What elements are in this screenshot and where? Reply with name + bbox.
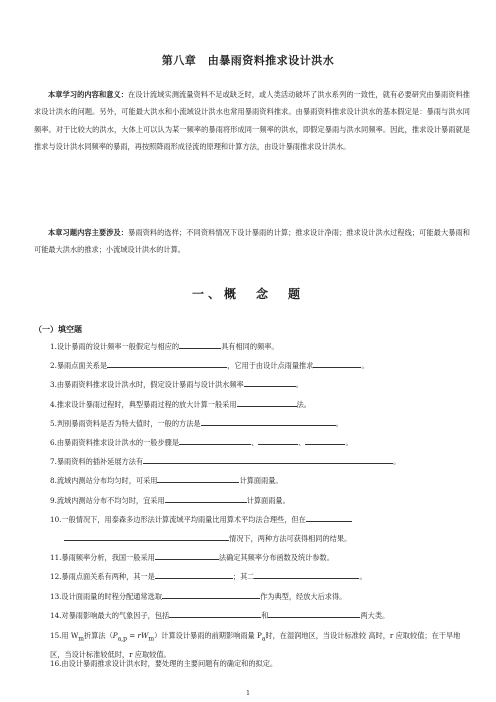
question-5: 5.判别暴雨资料是否为特大值时，一般的方法是 。	[50, 418, 343, 428]
answer-blank[interactable]	[254, 570, 359, 579]
answer-blank[interactable]	[162, 590, 260, 599]
question-2: 2.暴雨点面关系是 ，它用于由设计点雨量推求 。	[50, 361, 369, 371]
question-15: 15.用 $W_m$折算法$(P_{a,p} = rW_m)$计算设计暴雨的前期影响雨量 $P_a$时，在湿润地区，当设计标准较 高时，r 应取较值；在干旱地区，当设计标准较低时，r 应取较值。	[50, 631, 461, 660]
question-13: 13.设计面雨量的时程分配通常选取 作为典型，经放大后求得。	[50, 591, 347, 601]
answer-blank[interactable]	[155, 570, 233, 579]
page-number: 1	[246, 690, 250, 697]
knowledge-paragraph	[34, 224, 470, 259]
question-6: 6.由暴雨资料推求设计洪水的一般步骤是 、 、 。	[50, 438, 353, 447]
question-9: 9.流域内测站分布不均匀时，宜采用 计算面雨量。	[50, 495, 290, 505]
answer-blank[interactable]	[306, 513, 352, 522]
answer-blank[interactable]	[165, 494, 247, 503]
question-10: 10.一般情况下，用泰森多边形法计算流域平均雨量比用算术平均法合理些，但在	[50, 513, 470, 525]
question-11: 11.暴雨频率分析，我国一般采用 法确定其频率分布函数及统计参数。	[50, 553, 334, 563]
answer-blank[interactable]	[169, 609, 261, 618]
question-12: 12.暴雨点面关系有两种，其一是 ；其二 。	[50, 572, 367, 582]
question-8: 8.流域内测站分布均匀时，可采用 计算面雨量。	[50, 476, 283, 486]
intro-label: 本章学习的内容和意义：	[48, 90, 129, 99]
question-3: 3.由暴雨资料推求设计洪水时，假定设计暴雨与设计洪水频率 。	[50, 380, 303, 390]
intro-text: 在设计流域实测流量资料不足或缺乏时，或人类活动破坏了洪水系列的一致性，就有必要研究由暴雨资料推求设计洪水的问题。另外，可能最大洪水和小流域设计洪水也常用暴雨资料推求。由暴雨资料推求设计洪水的基本假定是：暴雨与洪水同频率。对于比较大的洪水，大体上可以认为某一频率的暴雨将形成同一频率的洪水，即假定暴雨与洪水同频率。因此，推求设计暴雨就是推求与设计洪水同频率的暴雨，再按照降雨形成径流的原理和计算方法，由设计暴雨推求设计洪水。	[34, 90, 470, 152]
answer-blank[interactable]	[179, 340, 221, 349]
question-1: 1.设计暴雨的设计频率一般假定与相应的 具有相同的频率。	[50, 342, 279, 351]
answer-blank[interactable]	[237, 398, 297, 407]
subsection-title: （一）填空题	[34, 324, 82, 334]
answer-blank[interactable]	[143, 455, 393, 464]
knowledge-label: 本章习题内容主要涉及：	[48, 228, 129, 237]
question-10-line-2: 情况下，两种方法可获得相同的结果。	[64, 532, 484, 544]
answer-blank[interactable]	[258, 436, 298, 445]
knowledge-text: 暴雨资料的选样；不同资料情况下设计暴雨的计算；推求设计净雨；推求设计洪水过程线；可能最大暴雨和可能最大洪水的推求；小流域设计洪水的计算。	[34, 228, 470, 255]
answer-blank[interactable]	[155, 551, 219, 560]
answer-blank[interactable]	[268, 609, 360, 618]
answer-blank[interactable]	[244, 378, 296, 387]
answer-blank[interactable]	[64, 532, 229, 541]
question-7: 7.暴雨资料的插补延展方法有 。	[50, 457, 401, 467]
answer-blank[interactable]	[313, 359, 361, 368]
question-14: 14.对暴雨影响最大的气象因子，包括 和 两大类。	[50, 610, 390, 620]
answer-blank[interactable]	[305, 436, 345, 445]
section-title: 一、概 念 题	[191, 287, 304, 301]
answer-blank[interactable]	[107, 359, 227, 368]
chapter-title: 第八章 由暴雨资料推求设计洪水	[161, 54, 335, 67]
question-16: 16.由设计暴雨推求设计洪水时，要处理的主要问题有的确定和的拟定。	[50, 659, 278, 669]
answer-blank[interactable]	[157, 474, 239, 483]
question-4: 4.推求设计暴雨过程时，典型暴雨过程的放大计算一般采用 法。	[50, 399, 311, 409]
answer-blank[interactable]	[179, 436, 251, 445]
answer-blank[interactable]	[201, 417, 336, 426]
intro-paragraph	[34, 86, 470, 156]
